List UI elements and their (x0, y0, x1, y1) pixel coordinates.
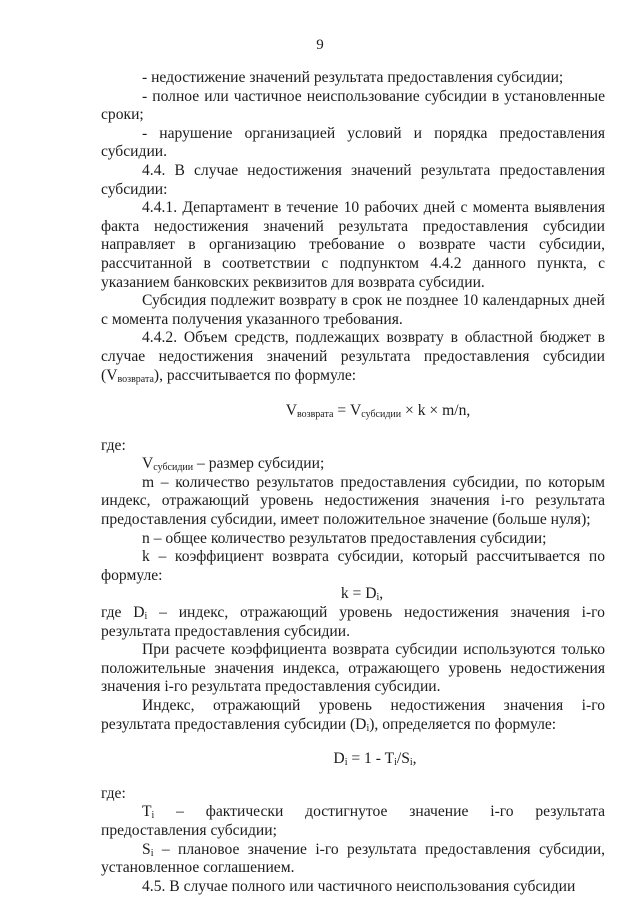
definition-n: n – общее количество результатов предоставления субсидии; (142, 529, 547, 547)
formula-return-amount: $V_{возврата} = V_{субсидии} \times k \times m/n$, (285, 402, 471, 421)
paragraph-4-4: 4.4. В случае недостижения значений результата предоставления субсидии: (101, 161, 605, 198)
paragraph-index-formula: Индекс, отражающий уровень недостижения значения i-го результата предоставления субсидии $(D_i)$, определяется по формуле: (101, 697, 605, 734)
document-body (101, 69, 605, 896)
page-number: 9 (316, 37, 324, 53)
formula-k: $k = D_i$, (340, 585, 384, 604)
definition-s: $S_i$ – плановое значение i-го результата предоставления субсидии, установленное соглашением. (101, 840, 605, 877)
paragraph-return-deadline: Субсидия подлежит возврату в срок не позднее 10 календарных дней с момента получения указанного требования. (101, 292, 605, 328)
paragraph-4-4-2: 4.4.2. Объем средств, подлежащих возврату в областной бюджет в случае недостижения значений результата предоставления субсидии $(V_{возврата})$, рассчитывается по формуле: (101, 329, 605, 385)
formula-d: $D_i = 1 - T_i/S_i$, (333, 750, 417, 769)
where-label: где: (101, 784, 126, 802)
definition-d: где $D_i$ – индекс, отражающий уровень недостижения значения i-го результата предоставления субсидии. (101, 604, 605, 640)
paragraph-positive-values: При расчете коэффициента возврата субсидии используются только положительные значения индекса, отражающего уровень недостижения значения i-го результата предоставления субсидии. (101, 641, 605, 696)
where-label: где: (101, 436, 126, 454)
definition-v-subsidy: $V_{субсидии}$ – размер субсидии; (142, 455, 325, 474)
list-item: - полное или частичное неиспользование субсидии в установленные сроки; (101, 87, 605, 124)
definition-k: k – коэффициент возврата субсидии, который рассчитывается по формуле: (101, 548, 605, 584)
paragraph-4-5: 4.5. В случае полного или частичного неиспользования субсидии (142, 877, 576, 895)
list-item: - нарушение организацией условий и порядка предоставления субсидии. (101, 124, 605, 161)
paragraph-4-4-1: 4.4.1. Департамент в течение 10 рабочих дней с момента выявления факта недостижения значений результата предоставления субсидии направляет в организацию требование о возврате части субсидии, рассчитанной в соответствии с подпунктом 4.4.2 данного пункта, с указанием банковских реквизитов для возврата субсидии. (101, 199, 605, 291)
definition-t: $T_i$ – фактически достигнутое значение i-го результата предоставления субсидии; (101, 803, 605, 839)
definition-m: m – количество результатов предоставления субсидии, по которым индекс, отражающий уровень недостижения значения i-го результата предоставления субсидии, имеет положительное значение (больше нуля); (101, 473, 605, 529)
list-item: - недостижение значений результата предоставления субсидии; (142, 69, 564, 86)
